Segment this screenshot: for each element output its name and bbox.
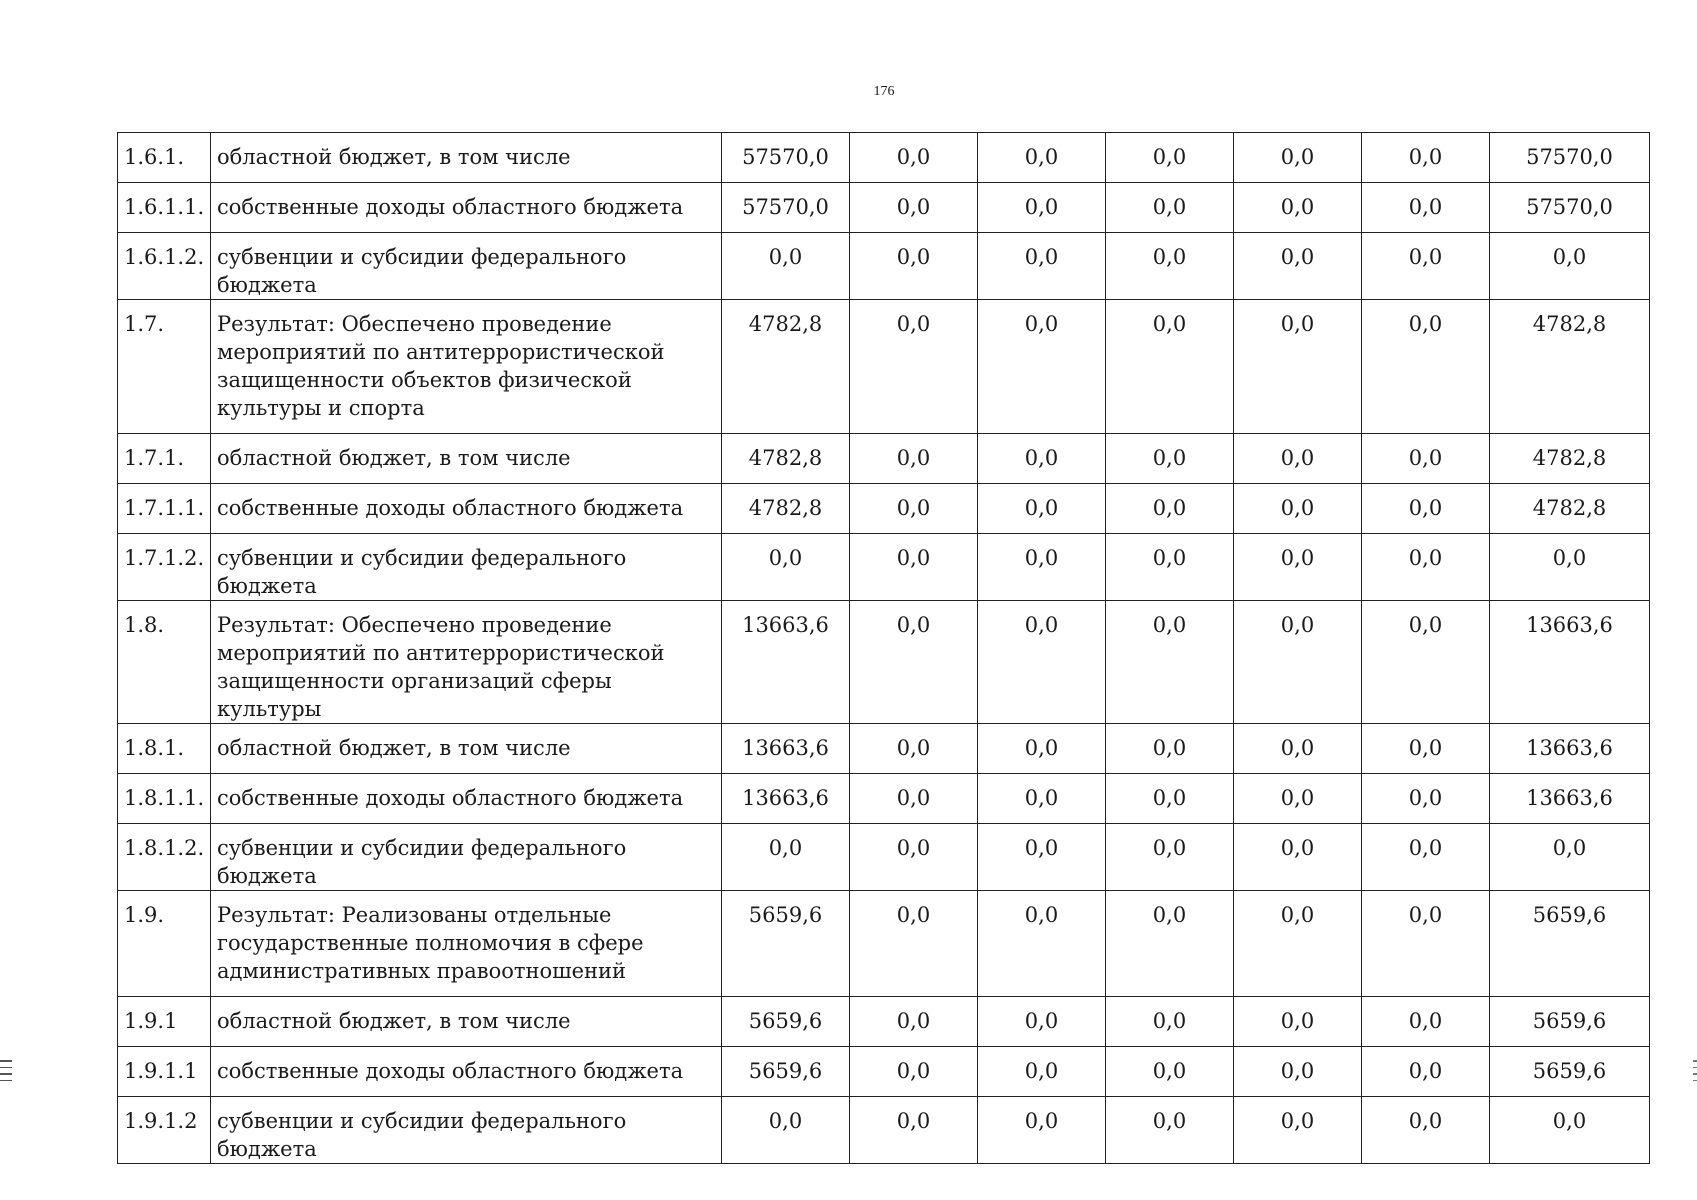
row-value-cell: 0,0 [1234, 534, 1362, 601]
row-value-cell: 5659,6 [722, 891, 850, 997]
row-value-cell: 0,0 [1490, 233, 1650, 300]
row-code-cell: 1.8.1.1. [118, 774, 211, 824]
row-value-cell: 13663,6 [1490, 601, 1650, 724]
row-name-cell: субвенции и субсидии федерального бюджета [211, 233, 722, 300]
row-value-cell: 4782,8 [1490, 434, 1650, 484]
row-code-cell: 1.7.1.1. [118, 484, 211, 534]
row-value-cell: 0,0 [1362, 300, 1490, 434]
row-value-cell: 0,0 [1106, 233, 1234, 300]
row-value-cell: 5659,6 [1490, 1047, 1650, 1097]
row-value-cell: 0,0 [850, 724, 978, 774]
row-code-cell: 1.6.1.1. [118, 183, 211, 233]
row-value-cell: 0,0 [1106, 1047, 1234, 1097]
row-value-cell: 0,0 [978, 434, 1106, 484]
row-name-cell: собственные доходы областного бюджета [211, 1047, 722, 1097]
row-value-cell: 0,0 [978, 484, 1106, 534]
row-value-cell: 0,0 [850, 997, 978, 1047]
row-value-cell: 0,0 [1106, 824, 1234, 891]
budget-table [117, 132, 1650, 1164]
row-name-cell: областной бюджет, в том числе [211, 434, 722, 484]
row-value-cell: 0,0 [978, 891, 1106, 997]
row-value-cell: 0,0 [978, 183, 1106, 233]
row-code-cell: 1.8.1.2. [118, 824, 211, 891]
table-row [118, 133, 1650, 183]
row-value-cell: 0,0 [1490, 824, 1650, 891]
row-code-cell: 1.9. [118, 891, 211, 997]
row-value-cell: 0,0 [978, 601, 1106, 724]
row-value-cell: 0,0 [1106, 534, 1234, 601]
row-value-cell: 0,0 [1234, 824, 1362, 891]
table-row [118, 300, 1650, 434]
row-code-cell: 1.9.1.2 [118, 1097, 211, 1164]
scan-edge-marks-left [0, 1060, 14, 1100]
table-row [118, 774, 1650, 824]
row-value-cell: 57570,0 [722, 183, 850, 233]
row-value-cell: 0,0 [1362, 434, 1490, 484]
row-value-cell: 0,0 [1362, 133, 1490, 183]
row-value-cell: 0,0 [1106, 434, 1234, 484]
page-number: 176 [873, 84, 895, 99]
row-name-cell: Результат: Обеспечено проведение мероприятий по антитеррористической защищенности объектов физической культуры и спорта [211, 300, 722, 434]
row-name-cell: областной бюджет, в том числе [211, 997, 722, 1047]
row-value-cell: 0,0 [722, 534, 850, 601]
row-value-cell: 0,0 [978, 133, 1106, 183]
row-value-cell: 0,0 [1106, 891, 1234, 997]
table-body [118, 133, 1650, 1164]
table-row [118, 434, 1650, 484]
row-value-cell: 0,0 [850, 774, 978, 824]
table-row [118, 183, 1650, 233]
row-value-cell: 0,0 [1234, 133, 1362, 183]
row-value-cell: 0,0 [1106, 300, 1234, 434]
row-value-cell: 13663,6 [722, 601, 850, 724]
row-value-cell: 5659,6 [1490, 997, 1650, 1047]
table-row [118, 601, 1650, 724]
row-value-cell: 0,0 [1234, 434, 1362, 484]
row-value-cell: 0,0 [850, 484, 978, 534]
row-value-cell: 57570,0 [1490, 183, 1650, 233]
row-value-cell: 57570,0 [722, 133, 850, 183]
row-value-cell: 0,0 [1362, 774, 1490, 824]
row-value-cell: 0,0 [1234, 774, 1362, 824]
row-value-cell: 0,0 [978, 997, 1106, 1047]
row-name-cell: Результат: Реализованы отдельные государственные полномочия в сфере административных правоотношений [211, 891, 722, 997]
row-value-cell: 13663,6 [1490, 774, 1650, 824]
row-value-cell: 0,0 [1362, 997, 1490, 1047]
row-value-cell: 0,0 [1106, 774, 1234, 824]
table-row [118, 891, 1650, 997]
row-value-cell: 0,0 [722, 233, 850, 300]
row-code-cell: 1.9.1.1 [118, 1047, 211, 1097]
row-value-cell: 0,0 [978, 724, 1106, 774]
row-value-cell: 0,0 [1362, 1097, 1490, 1164]
row-value-cell: 0,0 [1234, 891, 1362, 997]
table-row [118, 1097, 1650, 1164]
row-value-cell: 0,0 [722, 1097, 850, 1164]
row-name-cell: областной бюджет, в том числе [211, 133, 722, 183]
row-value-cell: 0,0 [1106, 183, 1234, 233]
row-value-cell: 13663,6 [722, 724, 850, 774]
row-code-cell: 1.6.1. [118, 133, 211, 183]
row-value-cell: 0,0 [1490, 534, 1650, 601]
row-value-cell: 13663,6 [722, 774, 850, 824]
row-value-cell: 0,0 [1234, 601, 1362, 724]
row-value-cell: 4782,8 [1490, 484, 1650, 534]
row-name-cell: областной бюджет, в том числе [211, 724, 722, 774]
row-value-cell: 0,0 [850, 1047, 978, 1097]
row-code-cell: 1.7.1.2. [118, 534, 211, 601]
table-row [118, 824, 1650, 891]
row-name-cell: субвенции и субсидии федерального бюджета [211, 824, 722, 891]
row-value-cell: 0,0 [850, 601, 978, 724]
row-value-cell: 0,0 [1362, 1047, 1490, 1097]
row-value-cell: 0,0 [850, 824, 978, 891]
row-value-cell: 0,0 [850, 133, 978, 183]
table-row [118, 724, 1650, 774]
row-name-cell: собственные доходы областного бюджета [211, 484, 722, 534]
row-name-cell: субвенции и субсидии федерального бюджета [211, 1097, 722, 1164]
row-value-cell: 0,0 [850, 1097, 978, 1164]
row-value-cell: 5659,6 [1490, 891, 1650, 997]
row-name-cell: субвенции и субсидии федерального бюджета [211, 534, 722, 601]
row-value-cell: 0,0 [850, 300, 978, 434]
row-name-cell: собственные доходы областного бюджета [211, 774, 722, 824]
row-value-cell: 0,0 [1234, 484, 1362, 534]
table-row [118, 997, 1650, 1047]
row-value-cell: 0,0 [1106, 997, 1234, 1047]
row-value-cell: 4782,8 [722, 484, 850, 534]
row-code-cell: 1.8.1. [118, 724, 211, 774]
scan-edge-marks-right [1693, 1060, 1697, 1100]
row-value-cell: 0,0 [850, 891, 978, 997]
row-value-cell: 13663,6 [1490, 724, 1650, 774]
row-value-cell: 0,0 [978, 534, 1106, 601]
row-value-cell: 0,0 [1106, 133, 1234, 183]
row-value-cell: 0,0 [1106, 724, 1234, 774]
row-value-cell: 0,0 [978, 1047, 1106, 1097]
row-value-cell: 0,0 [722, 824, 850, 891]
row-value-cell: 0,0 [1362, 534, 1490, 601]
row-value-cell: 0,0 [1234, 183, 1362, 233]
row-value-cell: 0,0 [1362, 601, 1490, 724]
row-name-cell: собственные доходы областного бюджета [211, 183, 722, 233]
row-value-cell: 4782,8 [722, 434, 850, 484]
row-value-cell: 57570,0 [1490, 133, 1650, 183]
row-value-cell: 0,0 [1234, 1097, 1362, 1164]
row-value-cell: 5659,6 [722, 997, 850, 1047]
row-value-cell: 0,0 [850, 233, 978, 300]
row-value-cell: 0,0 [978, 300, 1106, 434]
row-value-cell: 0,0 [1106, 484, 1234, 534]
row-value-cell: 0,0 [1362, 183, 1490, 233]
row-value-cell: 4782,8 [1490, 300, 1650, 434]
row-code-cell: 1.6.1.2. [118, 233, 211, 300]
row-value-cell: 0,0 [1106, 601, 1234, 724]
row-value-cell: 0,0 [1234, 724, 1362, 774]
table-row [118, 1047, 1650, 1097]
row-code-cell: 1.7.1. [118, 434, 211, 484]
row-name-cell: Результат: Обеспечено проведение мероприятий по антитеррористической защищенности организаций сферы культуры [211, 601, 722, 724]
row-value-cell: 0,0 [850, 434, 978, 484]
table-row [118, 233, 1650, 300]
row-code-cell: 1.8. [118, 601, 211, 724]
row-value-cell: 0,0 [978, 1097, 1106, 1164]
row-value-cell: 4782,8 [722, 300, 850, 434]
row-value-cell: 5659,6 [722, 1047, 850, 1097]
row-value-cell: 0,0 [1362, 724, 1490, 774]
row-value-cell: 0,0 [1234, 233, 1362, 300]
row-value-cell: 0,0 [1362, 824, 1490, 891]
row-value-cell: 0,0 [850, 534, 978, 601]
row-value-cell: 0,0 [1362, 233, 1490, 300]
row-value-cell: 0,0 [978, 824, 1106, 891]
row-code-cell: 1.7. [118, 300, 211, 434]
row-value-cell: 0,0 [1234, 1047, 1362, 1097]
table-row [118, 534, 1650, 601]
row-value-cell: 0,0 [1362, 484, 1490, 534]
row-value-cell: 0,0 [1234, 300, 1362, 434]
row-value-cell: 0,0 [1362, 891, 1490, 997]
row-code-cell: 1.9.1 [118, 997, 211, 1047]
row-value-cell: 0,0 [1234, 997, 1362, 1047]
row-value-cell: 0,0 [1490, 1097, 1650, 1164]
row-value-cell: 0,0 [978, 233, 1106, 300]
table-row [118, 484, 1650, 534]
row-value-cell: 0,0 [850, 183, 978, 233]
row-value-cell: 0,0 [1106, 1097, 1234, 1164]
row-value-cell: 0,0 [978, 774, 1106, 824]
